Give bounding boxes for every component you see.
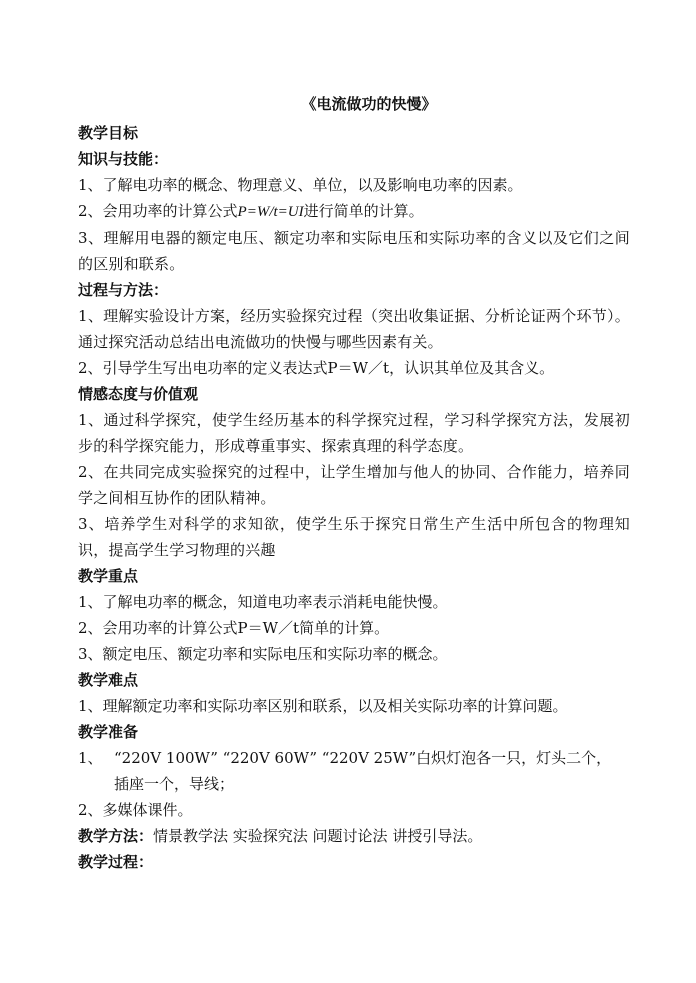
heading-emotion-values: 情感态度与价值观 (78, 385, 199, 403)
process-item-2: 2、引导学生写出电功率的定义表达式P＝W／t，认识其单位及其含义。 (78, 359, 555, 377)
emotion-item-3: 3、培养学生对科学的求知欲，使学生乐于探究日常生产生活中所包含的物理知识，提高学生学习物理的兴趣 (78, 515, 630, 559)
teaching-methods (78, 823, 630, 849)
knowledge-item-2 (78, 198, 630, 225)
power-formula: P=W/t=UI (237, 204, 304, 220)
difficulty-item-1: 1、理解额定功率和实际功率区别和联系，以及相关实际功率的计算问题。 (78, 697, 568, 715)
heading-preparation: 教学准备 (78, 723, 139, 741)
preparation-item-1-number: 1、 (78, 749, 103, 767)
key-point-1: 1、了解电功率的概念，知道电功率表示消耗电能快慢。 (78, 593, 448, 611)
preparation-item-1 (78, 745, 630, 797)
emotion-item-2: 2、在共同完成实验探究的过程中，让学生增加与他人的协同、合作能力，培养同学之间相互协作的团队精神。 (78, 463, 630, 507)
heading-objectives: 教学目标 (78, 124, 139, 142)
lesson-plan-page (78, 92, 630, 875)
heading-process-methods: 过程与方法： (78, 281, 169, 299)
preparation-item-1-text (114, 745, 630, 797)
teaching-methods-text: 情景教学法 实验探究法 问题讨论法 讲授引导法。 (153, 827, 483, 845)
preparation-item-1-line-1: “220V 100W” “220V 60W” “220V 25W”白炽灯泡各一只，灯头二个， (114, 749, 612, 767)
emotion-item-1: 1、通过科学探究，使学生经历基本的科学探究过程，学习科学探究方法，发展初步的科学探究能力，形成尊重事实、探索真理的科学态度。 (78, 411, 630, 455)
teaching-methods-label: 教学方法： (78, 827, 154, 845)
knowledge-item-2-suffix: 进行简单的计算。 (303, 202, 424, 220)
process-item-1: 1、理解实验设计方案，经历实验探究过程（突出收集证据、分析论证两个环节）。通过探究活动总结出电流做功的快慢与哪些因素有关。 (78, 307, 630, 351)
knowledge-item-1: 1、了解电功率的概念、物理意义、单位，以及影响电功率的因素。 (78, 176, 523, 194)
key-point-3: 3、额定电压、额定功率和实际电压和实际功率的概念。 (78, 645, 448, 663)
preparation-item-1-line-2: 插座一个，导线； (114, 775, 235, 793)
heading-key-points: 教学重点 (78, 567, 139, 585)
heading-knowledge-skills: 知识与技能： (78, 150, 169, 168)
key-point-2: 2、会用功率的计算公式P＝W／t简单的计算。 (78, 619, 390, 637)
heading-difficulties: 教学难点 (78, 671, 139, 689)
knowledge-item-2-prefix: 2、会用功率的计算公式 (78, 202, 238, 220)
heading-procedure: 教学过程： (78, 853, 154, 871)
document-title: 《电流做功的快慢》 (301, 95, 437, 113)
preparation-item-2: 2、多媒体课件。 (78, 801, 193, 819)
knowledge-item-3: 3、理解用电器的额定电压、额定功率和实际电压和实际功率的含义以及它们之间的区别和联系。 (78, 229, 630, 273)
